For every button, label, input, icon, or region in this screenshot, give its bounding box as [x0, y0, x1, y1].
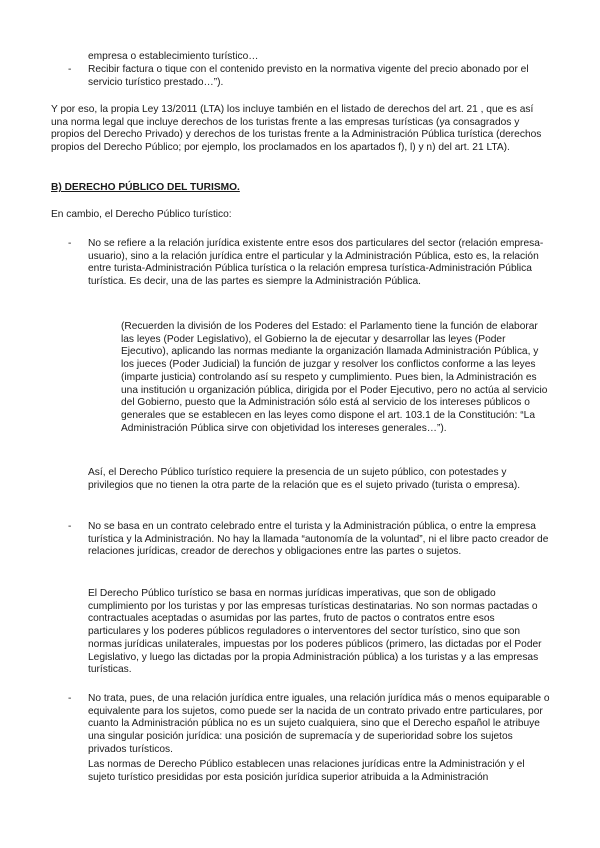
bullet-dash: -: [68, 693, 72, 704]
bullet-note-poderes: (Recuerden la división de los Poderes del Estado: el Parlamento tiene la función de elaborar las leyes (Poder Legislativo), el Gobierno la de ejecutar y desarrollar las leyes (Poder Ejecutivo), aplicando las normas mediante la organización llamada Administración Pública, y los jueces (Poder Judicial) la función de juzgar y resolver los conflictos conforme a las leyes (imparte justicia) controlando así su respeto y cumplimiento. Pues bien, la Administración es una institución u organización pública, dirigida por el Poder Ejecutivo, pero no actúa al servicio del Gobierno, puesto que la Administración sólo está al servicio de los intereses públicos o generales que se establecen en las leyes como dispone el art. 103.1 de la Constitución: “La Administración Pública sirve con objetividad los intereses generales…”).: [121, 321, 548, 434]
bullet-relacion-juridica: No se refiere a la relación jurídica existente entre esos dos particulares del sector (relación empresa-usuario), sino a la relación jurídica entre el particular y la Administración Pública, esto es, la relación entre turista-Administración Pública turística o la relación empresa turística-Administración Pública turística. Es decir, una de las partes es siempre la Administración Pública.: [88, 238, 544, 288]
section-heading: B) DERECHO PÚBLICO DEL TURISMO.: [51, 182, 240, 193]
bullet-dash: -: [68, 64, 72, 75]
bullet-receipt-text: Recibir factura o tique con el contenido previsto en la normativa vigente del precio abonado por el servicio turístico prestado…”).: [88, 64, 529, 88]
bullet-dash: -: [68, 238, 72, 249]
intro-paragraph: Y por eso, la propia Ley 13/2011 (LTA) los incluye también en el listado de derechos del art. 21 , que es así una norma legal que incluye derechos de los turistas frente a las empresas turísticas (ya consagrados y propios del Derecho Privado) y derechos de los turistas frente a la Administración Pública turística (derechos propios del Derecho Público; por ejemplo, los proclamados en los apartados f), l) y n) del art. 21 LTA).: [51, 104, 542, 154]
bullet-dash: -: [68, 521, 72, 532]
bullet-relacion-no-iguales: No trata, pues, de una relación jurídica entre iguales, una relación jurídica más o menos equiparable o equivalente para los sujetos, como puede ser la nacida de un contrato privado entre particulares, por cuanto la Administración pública no es un sujeto cualquiera, sino que el Derecho español le atribuye una singular posición jurídica: una posición de supremacía y de superioridad sobre los sujetos privados turísticos.: [88, 693, 550, 755]
bullet-follow-normas-publicas: Las normas de Derecho Público establecen unas relaciones jurídicas entre la Administración y el sujeto turístico presididas por esta posición jurídica superior atribuida a la Administración: [88, 759, 525, 783]
bullet-no-contrato: No se basa en un contrato celebrado entre el turista y la Administración pública, o entre la empresa turística y la Administración. No hay la llamada “autonomía de la voluntad”, ni el libre pacto creador de relaciones jurídicas, creador de derechos y obligaciones entre las partes o sujetos.: [88, 521, 549, 558]
bullet-follow-sujeto-publico: Así, el Derecho Público turístico requiere la presencia de un sujeto público, con potestades y privilegios que no tienen la otra parte de la relación que es el sujeto privado (turista o empresa).: [88, 467, 521, 491]
continued-bullet-text: empresa o establecimiento turístico…: [88, 51, 259, 62]
lead-in-text: En cambio, el Derecho Público turístico:: [51, 209, 232, 220]
bullet-follow-normas-imperativas: El Derecho Público turístico se basa en normas jurídicas imperativas, que son de obligado cumplimiento por los turistas y por las empresas turísticas destinatarias. No son normas pactadas o contractuales aceptadas o asumidas por las partes, fruto de pactos o contratos entre esos particulares y los poderes públicos reguladores o interventores del sector turístico, sino que son normas jurídicas unilaterales, impuestas por los poderes públicos (primero, las dictadas por el Poder Legislativo, y luego las dictadas por la propia Administración pública) a los turistas y a las empresas turísticas.: [88, 588, 542, 676]
